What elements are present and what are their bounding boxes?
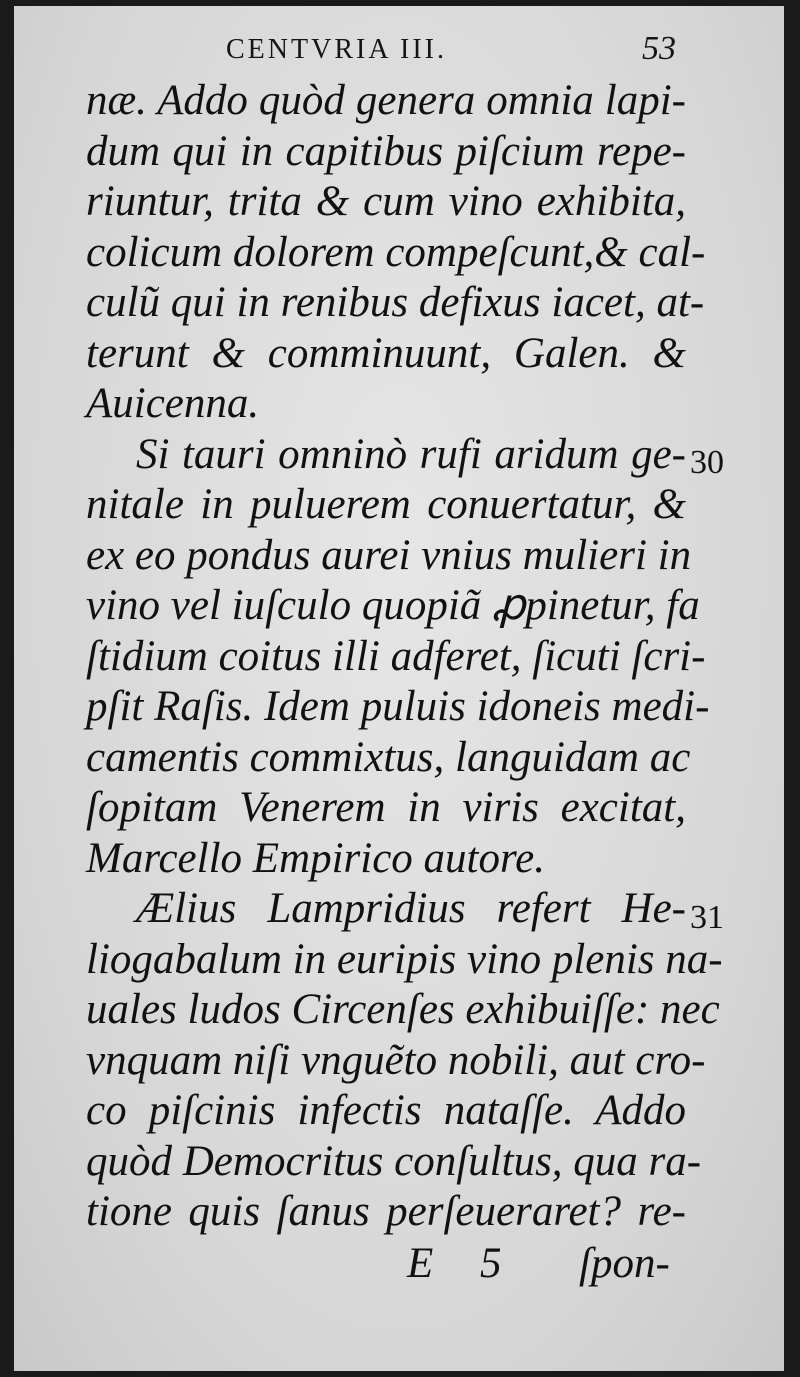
paragraph-start-line: Si tauri omninò rufi aridum ge- (136, 430, 686, 478)
text-line: colicum dolorem compeſcunt,& cal- (86, 228, 706, 276)
text-line: vino vel iuſculo quopiã ꝓpinetur, fa (86, 582, 700, 629)
running-head: CENTVRIA III. (226, 34, 447, 65)
text-line: culũ qui in renibus defixus iacet, at- (86, 279, 705, 326)
text-line: ſopitam Venerem in viris excitat, (86, 784, 686, 831)
text-line: Auicenna. (86, 380, 260, 427)
text-line: terunt & comminuunt, Galen. & (86, 329, 686, 377)
text-line: Marcello Empirico autore. (86, 834, 545, 882)
book-page (14, 6, 784, 1371)
text-line: camentis commixtus, languidam ac (86, 733, 691, 781)
page-number: 53 (642, 30, 676, 67)
text-line: ex eo pondus aurei vnius mulieri in (86, 531, 692, 579)
text-line: ſtidium coitus illi adferet, ſicuti ſcri- (86, 632, 706, 680)
text-line: quòd Democritus conſultus, qua ra- (86, 1137, 702, 1185)
text-line: nitale in puluerem conuertatur, & (86, 481, 686, 528)
text-line: liogabalum in euripis vino plenis na- (86, 935, 723, 983)
text-line: næ. Addo quòd genera omnia lapi- (86, 77, 686, 124)
catchword: ſpon- (579, 1240, 670, 1287)
text-line: riuntur, trita & cum vino exhibita, (86, 178, 686, 225)
paragraph-start-line: Ælius Lampridius refert He- (136, 885, 686, 932)
marginal-number: 30 (690, 444, 724, 481)
marginal-number: 31 (690, 899, 724, 936)
text-line: co piſcinis infectis nataſſe. Addo (86, 1087, 686, 1134)
text-line: pſit Raſis. Idem puluis idoneis medi- (86, 683, 710, 730)
text-line: vnquam niſi vnguẽto nobili, aut cro- (86, 1036, 706, 1084)
text-line: uales ludos Circenſes exhibuiſſe: nec (86, 986, 720, 1033)
page-header (14, 30, 784, 70)
text-line: dum qui in capitibus piſcium repe- (86, 127, 686, 175)
text-line: tione quis ſanus perſeueraret? re- (86, 1188, 686, 1235)
signature-mark: E 5 (407, 1240, 520, 1287)
